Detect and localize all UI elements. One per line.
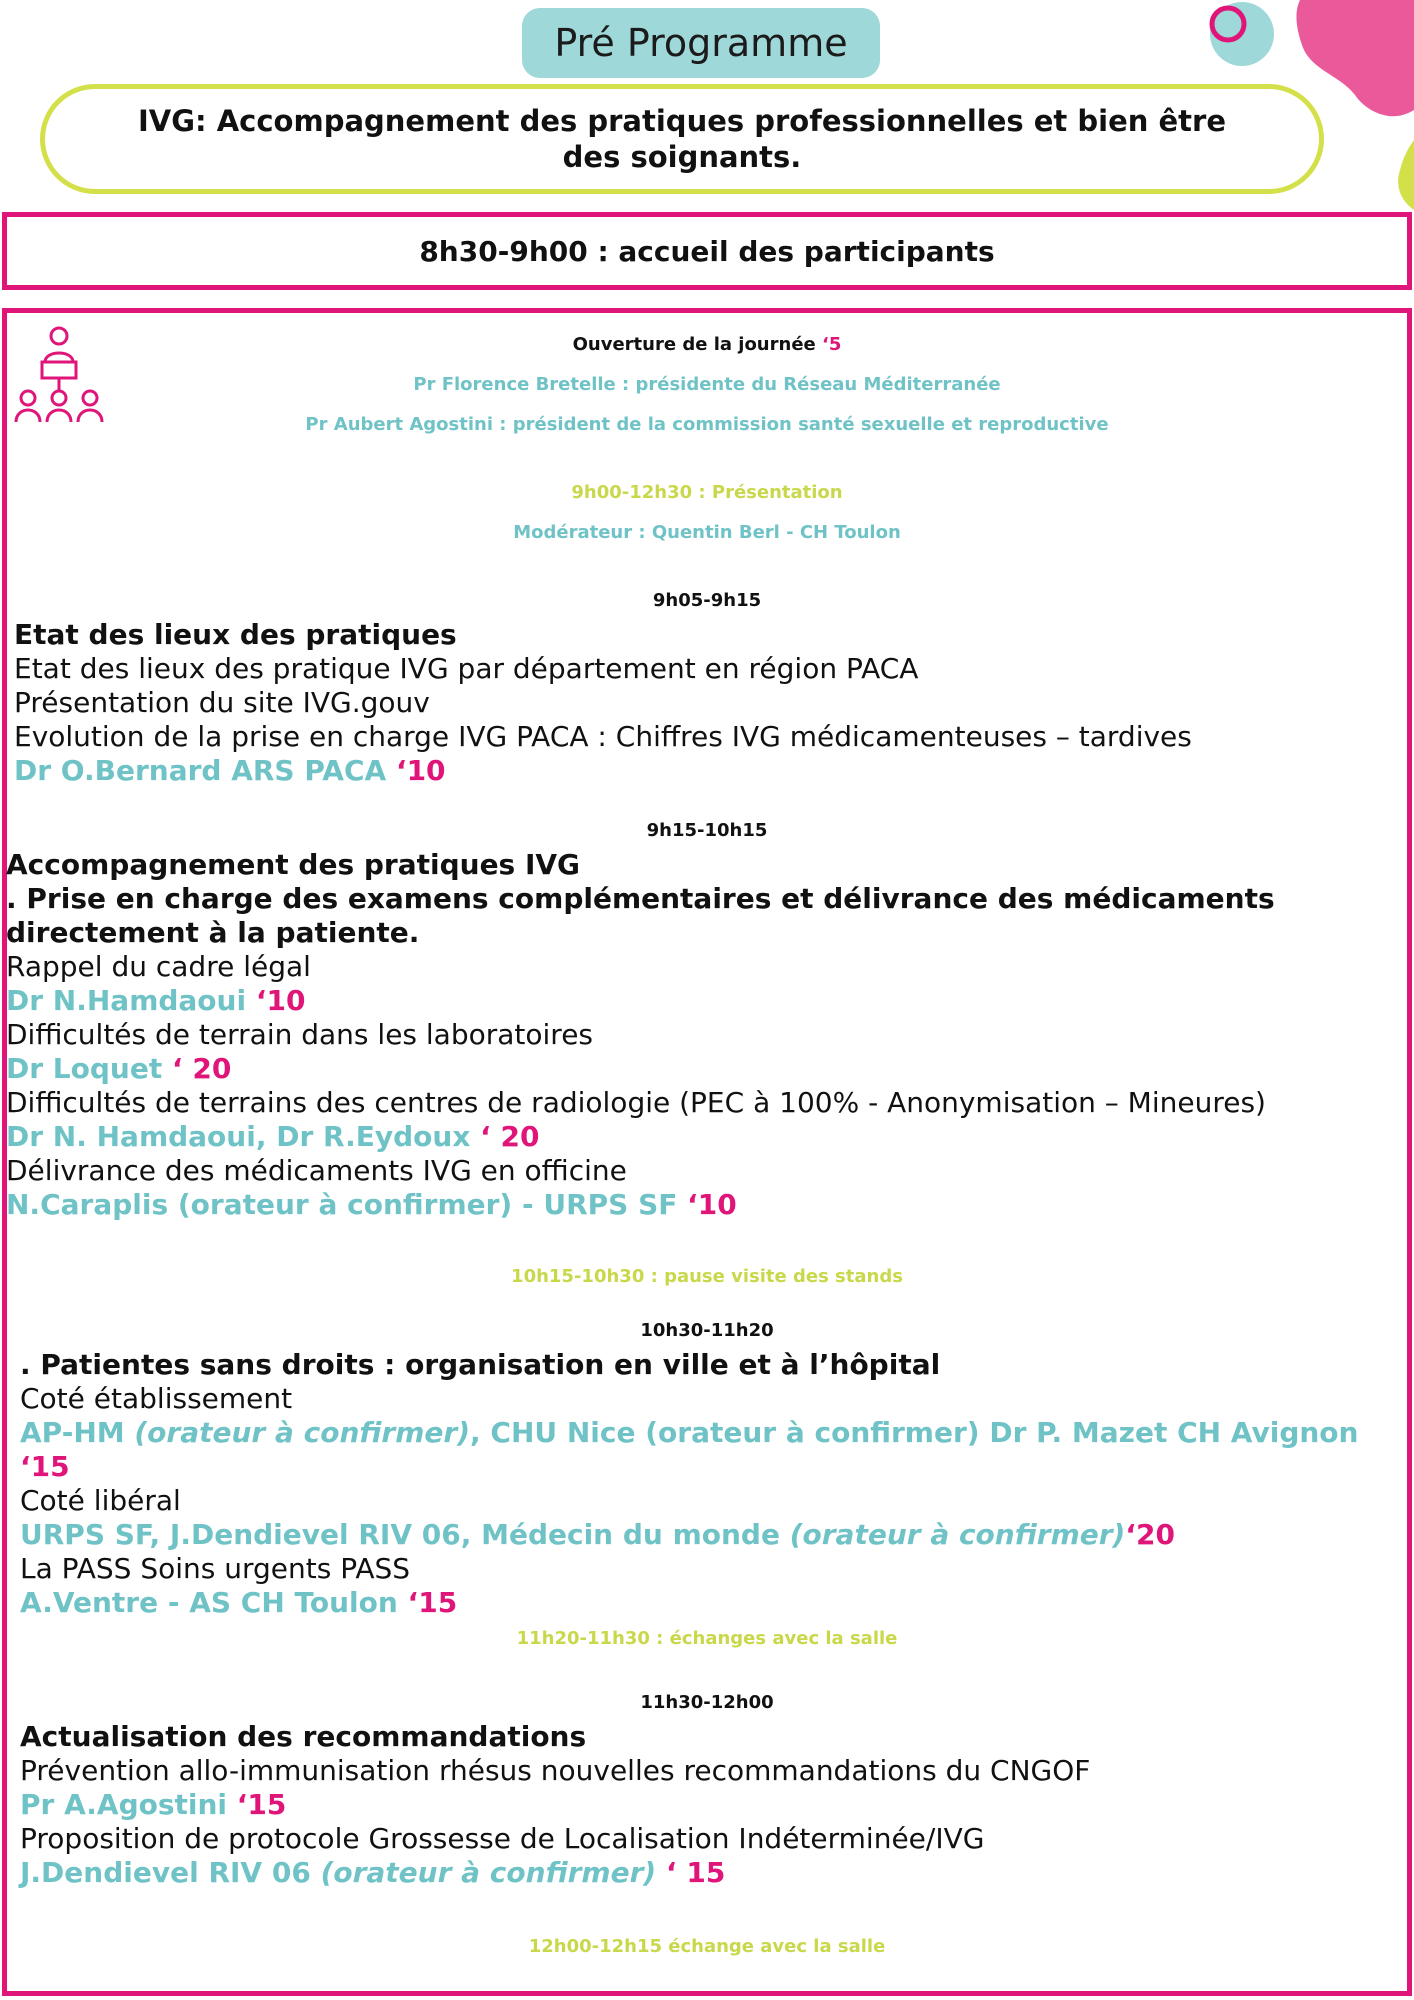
- exchange-1-banner: 11h20-11h30 : échanges avec la salle: [516, 1628, 898, 1649]
- s4-duration-2: ‘ 15: [656, 1856, 726, 1889]
- s3-lib-sp2: (orateur à confirmer): [789, 1518, 1126, 1551]
- s4-time: 11h30-12h00: [640, 1692, 774, 1713]
- s2-item-2-duration: ‘ 20: [171, 1052, 232, 1085]
- exchange-2-banner: 12h00-12h15 échange avec la salle: [528, 1936, 886, 1957]
- s3-time: 10h30-11h20: [640, 1320, 774, 1341]
- s1-line-1: Etat des lieux des pratique IVG par département en région PACA: [14, 652, 919, 685]
- page-title: Pré Programme: [522, 8, 880, 78]
- s2-time: 9h15-10h15: [646, 820, 768, 841]
- opening-title-text: Ouverture de la journée: [572, 334, 822, 355]
- s4-speaker-2-line: [20, 1856, 725, 1890]
- opening-duration: ‘5: [822, 334, 842, 355]
- s3-etab-duration: ‘15: [20, 1450, 70, 1483]
- opening-speaker-1: Pr Florence Bretelle : présidente du Réseau Méditerranée: [413, 374, 1001, 395]
- s1-speaker: Dr O.Bernard ARS PACA: [14, 754, 396, 787]
- s3-pass-speaker: A.Ventre - AS CH Toulon: [20, 1586, 408, 1619]
- s1-speaker-line: [14, 754, 446, 788]
- s4-speaker-1-line: [20, 1788, 286, 1822]
- s3-lib-duration: ‘20: [1125, 1518, 1175, 1551]
- s1-line-3: Evolution de la prise en charge IVG PACA : Chiffres IVG médicamenteuses – tardives: [14, 720, 1192, 753]
- s2-item-1: Rappel du cadre légal: [6, 950, 311, 983]
- opening-speaker-2: Pr Aubert Agostini : président de la commission santé sexuelle et reproductive: [305, 414, 1109, 435]
- s3-pass-label: La PASS Soins urgents PASS: [20, 1552, 411, 1585]
- page-subtitle: IVG: Accompagnement des pratiques professionnelles et bien être des soignants.: [40, 84, 1324, 194]
- presentation-time: 9h00-12h30 : Présentation: [571, 482, 843, 503]
- s2-item-3-duration: ‘ 20: [480, 1120, 540, 1153]
- s3-lib-sp1: URPS SF, J.Dendievel RIV 06, Médecin du monde: [20, 1518, 790, 1551]
- s1-title: Etat des lieux des pratiques: [14, 618, 457, 651]
- s2-item-4-speaker: N.Caraplis (orateur à confirmer) - URPS SF: [6, 1188, 688, 1221]
- s2-item-2-speaker-line: [6, 1052, 231, 1086]
- s2-item-3: Difficultés de terrains des centres de radiologie (PEC à 100% - Anonymisation – Mineures): [6, 1086, 1266, 1119]
- s3-etab-label: Coté établissement: [20, 1382, 293, 1415]
- s1-line-2: Présentation du site IVG.gouv: [14, 686, 430, 719]
- s2-item-4-speaker-line: [6, 1188, 737, 1222]
- s4-speaker-1: Pr A.Agostini: [20, 1788, 237, 1821]
- s4-line-2: Proposition de protocole Grossesse de Localisation Indéterminée/IVG: [20, 1822, 985, 1855]
- s2-item-2: Difficultés de terrain dans les laboratoires: [6, 1018, 594, 1051]
- lime-blob-decor: [1398, 140, 1414, 210]
- opening-title: [0, 328, 1414, 362]
- s4-speaker-2a: J.Dendievel RIV 06: [20, 1856, 321, 1889]
- s2-item-4: Délivrance des médicaments IVG en officine: [6, 1154, 627, 1187]
- s3-lib-label: Coté libéral: [20, 1484, 181, 1517]
- s2-subtitle-1: . Prise en charge des examens complémentaires et délivrance des médicaments: [6, 882, 1275, 915]
- pink-blob-decor: [1296, 0, 1414, 116]
- s4-title: Actualisation des recommandations: [20, 1720, 587, 1753]
- moderator: Modérateur : Quentin Berl - CH Toulon: [513, 522, 901, 543]
- s1-time: 9h05-9h15: [652, 590, 762, 611]
- s2-subtitle-2: directement à la patiente.: [6, 916, 420, 949]
- s4-duration-1: ‘15: [236, 1788, 287, 1821]
- s3-etab-sp2: (orateur à confirmer): [134, 1416, 471, 1449]
- s3-etab-speakers: [20, 1416, 1358, 1450]
- s2-title: Accompagnement des pratiques IVG: [6, 848, 581, 881]
- s3-lib-speakers: [20, 1518, 1175, 1552]
- s2-item-2-speaker: Dr Loquet: [6, 1052, 172, 1085]
- s2-item-4-duration: ‘10: [687, 1188, 737, 1221]
- s2-item-3-speaker-line: [6, 1120, 540, 1154]
- welcome-banner: 8h30-9h00 : accueil des participants: [2, 212, 1412, 290]
- s3-title: . Patientes sans droits : organisation en ville et à l’hôpital: [20, 1348, 941, 1381]
- s3-pass-speaker-line: [20, 1586, 457, 1620]
- s2-item-1-speaker-line: [6, 984, 305, 1018]
- s4-speaker-2b: (orateur à confirmer): [320, 1856, 657, 1889]
- s3-pass-duration: ‘15: [407, 1586, 458, 1619]
- s3-etab-sp3: , CHU Nice (orateur à confirmer) Dr P. Mazet CH Avignon: [470, 1416, 1359, 1449]
- s4-line-1: Prévention allo-immunisation rhésus nouvelles recommandations du CNGOF: [20, 1754, 1091, 1787]
- s1-duration: ‘10: [395, 754, 446, 787]
- s2-item-3-speaker: Dr N. Hamdaoui, Dr R.Eydoux: [6, 1120, 481, 1153]
- s3-etab-sp1: AP-HM: [20, 1416, 135, 1449]
- s2-item-1-duration: ‘10: [255, 984, 306, 1017]
- s2-item-1-speaker: Dr N.Hamdaoui: [6, 984, 256, 1017]
- pause-banner: 10h15-10h30 : pause visite des stands: [511, 1266, 903, 1287]
